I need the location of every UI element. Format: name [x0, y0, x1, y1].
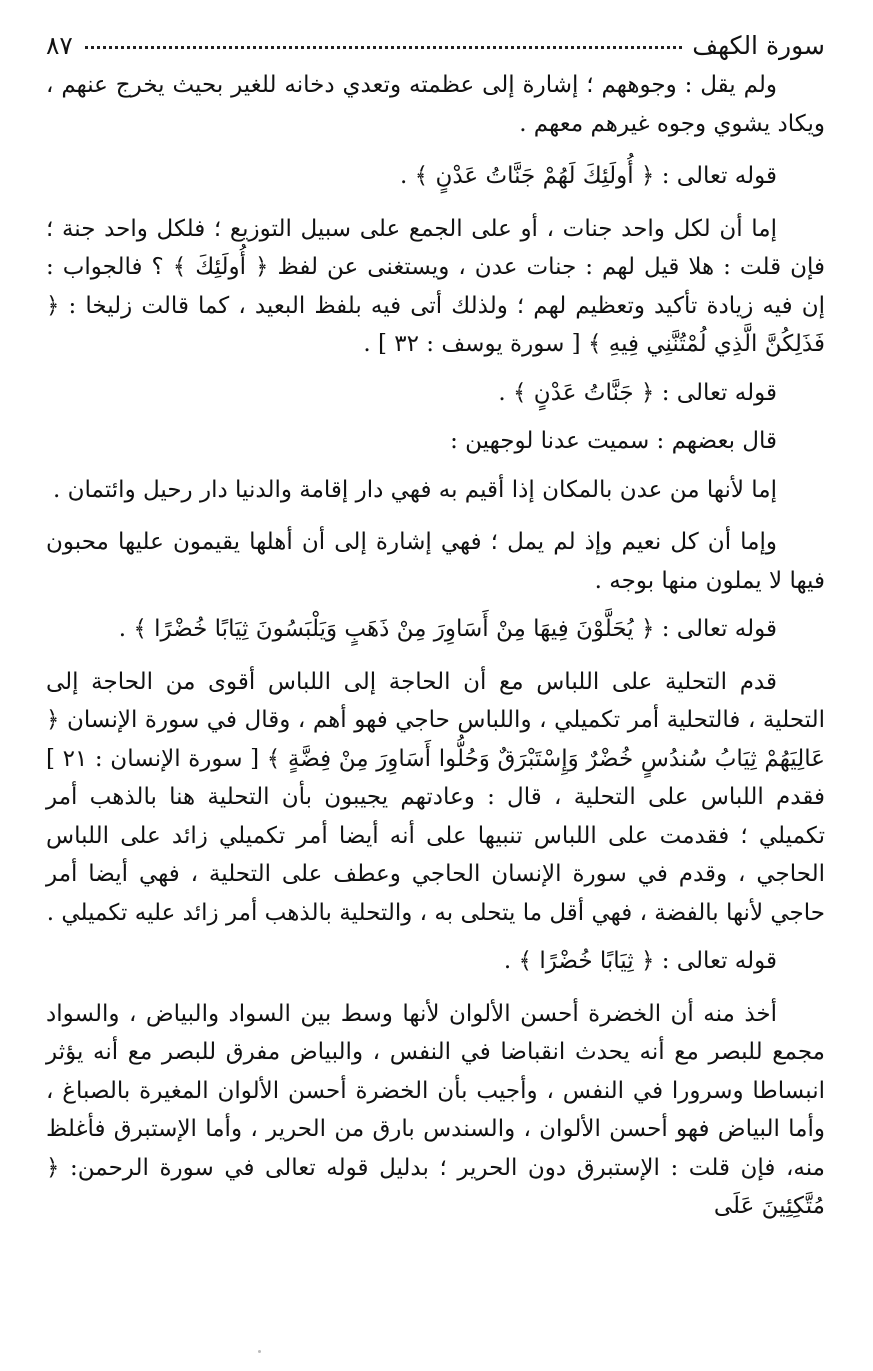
page-header	[46, 24, 825, 66]
surah-title: سورة الكهف	[692, 30, 825, 60]
verse-heading: قوله تعالى : ﴿ جَنَّاتُ عَدْنٍ ﴾ .	[498, 379, 777, 406]
page-body	[46, 66, 825, 1226]
paragraph: ولم يقل : وجوههم ؛ إشارة إلى عظمته وتعدي دخانه للغير بحيث يخرج عنهم ، ويكاد يشوي وجوه غيرهم معهم .	[46, 72, 825, 137]
paragraph: قال بعضهم : سميت عدنا لوجهين :	[450, 428, 777, 454]
verse-heading: قوله تعالى : ﴿ يُحَلَّوْنَ فِيهَا مِنْ أَسَاوِرَ مِنْ ذَهَبٍ وَيَلْبَسُونَ ثِيَابًا خُضْرًا ﴾ .	[118, 616, 777, 642]
paragraph: إما لأنها من عدن بالمكان إذا أقيم به فهي دار إقامة والدنيا دار رحيل وائتمان .	[53, 476, 777, 503]
paragraph: أخذ منه أن الخضرة أحسن الألوان لأنها وسط بين السواد والبياض ، والسواد مجمع للبصر مع أنه يحدث انقباضا في النفس ، والبياض مفرق للبصر مع أنه يؤثر انبساطا وسرورا في النفس ، وأجيب بأن الخضرة أحسن الألوان المغيرة بالصباغ ، وأما البياض فهو أحسن الألوان ، والسندس بارق من الحرير ، وأما الإستبرق فأغلظ منه، فإن قلت : الإستبرق دون الحرير ؛ بدليل قوله تعالى في سورة الرحمن: ﴿ مُتَّكِئِينَ عَلَى	[46, 1000, 825, 1219]
paragraph: إما أن لكل واحد جنات ، أو على الجمع على سبيل التوزيع ؛ فلكل واحد جنة ؛ فإن قلت : هلا قيل لهم : جنات عدن ، ويستغنى عن لفظ ﴿ أُولَئِكَ ﴾ ؟ فالجواب : إن فيه زيادة تأكيد وتعظيم لهم ؛ ولذلك أتى فيه بلفظ البعيد ، كما قالت زليخا : ﴿ فَذَلِكُنَّ الَّذِي لُمْتُنَّنِي فِيهِ ﴾ [ سورة يوسف : ٣٢ ] .	[46, 215, 825, 357]
header-dotted-rule	[85, 46, 682, 49]
page-speck	[258, 1350, 261, 1353]
verse-heading: قوله تعالى : ﴿ أُولَئِكَ لَهُمْ جَنَّاتُ عَدْنٍ ﴾ .	[400, 163, 777, 189]
paragraph: قدم التحلية على اللباس مع أن الحاجة إلى اللباس أقوى من الحاجة إلى التحلية ، فالتحلية أمر تكميلي ، واللباس حاجي فهو أهم ، وقال في سورة الإنسان ﴿ عَالِيَهُمْ ثِيَابُ سُندُسٍ خُضْرٌ وَإِسْتَبْرَقٌ وَحُلُّوا أَسَاوِرَ مِنْ فِضَّةٍ ﴾ [ سورة الإنسان : ٢١ ] فقدم اللباس على التحلية ، قال : وعادتهم يجيبون بأن التحلية هنا بالذهب أمر تكميلي ؛ فقدمت على اللباس تنبيها على أنه أيضا أمر تكميلي زائد على اللباس الحاجي ، وقدم في سورة الإنسان الحاجي وعطف على التحلية ، فهي أيضا أمر حاجي لأنها بالفضة ، فهي أقل ما يتحلى به ، والتحلية بالذهب أمر زائد عليه تكميلي .	[46, 668, 825, 926]
paragraph: وإما أن كل نعيم وإذ لم يمل ؛ فهي إشارة إلى أن أهلها يقيمون عليها محبون فيها لا يملون منها بوجه .	[46, 529, 825, 594]
verse-heading: قوله تعالى : ﴿ ثِيَابًا خُضْرًا ﴾ .	[503, 948, 777, 974]
page-number: ٨٧	[46, 30, 73, 60]
